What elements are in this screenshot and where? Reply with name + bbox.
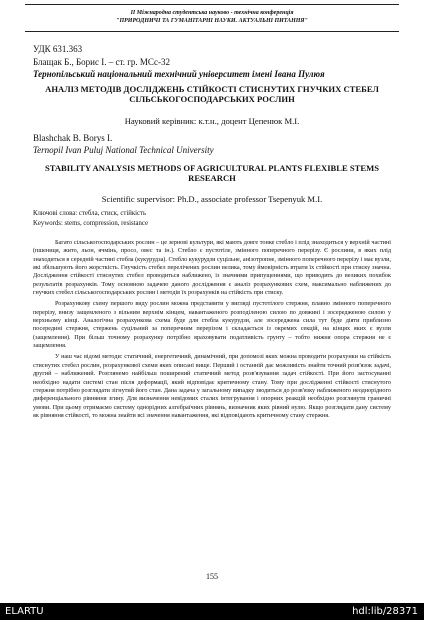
paragraph: Розрахункову схему першого виду рослин можна представити у вигляді пустотілого стержня, плавно змінного поперечного перерізу, внизу защемленого з вільним верхнім кінцем, навантаженого розподіленою силою по довжині і зосередженою силою у верхньому кінці. Аналогічна розрахункова схема буде для стебла кукурудзи, але зосереджена сила тут буде діяти приблизно посередині стержня, стержень суцільний за поперечним перерізом і складається із окремих секцій, на кінцях яких є вузли (защемлення). При більш точному розрахунку потрібно враховувати податливість грунту – тобто нижня опора стержня не є защемлення.: [33, 300, 391, 350]
institution-ukrainian: Тернопільський національний технічний університет імені Івана Пулюя: [33, 69, 325, 79]
keywords-english: Keywords: stems, compression, resistance: [33, 220, 148, 227]
supervisor-ukrainian: Науковий керівник: к.т.н., доцент Цепенюк М.І.: [124, 116, 300, 126]
title-ukrainian: АНАЛІЗ МЕТОДІВ ДОСЛІДЖЕНЬ СТІЙКОСТІ СТИСНУТИХ ГНУЧКИХ СТЕБЕЛ СІЛЬСЬКОГОСПОДАРСЬКИХ РОСЛИН: [45, 84, 379, 104]
paragraph: У наш час відомі методи: статичний, енергетичний, динамічний, при допомозі яких можна проводити розрахунки на стійкість стиснутих стебел рослин, розрахункової схеми яких описані вище. Перший і останній дає можливість знайти точний розв'язок задачі, другий – наближений. Розглянемо найбільш поширений статичний метод розв'язування задач стійкості. При його застосуванні необхідно надати системі стан після деформації, який відповідає критичному стану. Тому при дослідженні стійкості стиснутого стержня потрібно розглядати зігнутий його стан. Дана задача у загальному випадку зводиться до розв'язку наближеного неоднорідного диференціального рівняння згину. Для визначення невідомих сталих інтегрування і опорних реакцій необхідно розглянути граничні умови. При цьому отримаємо систему однорідних алгебраїчних рівнянь, визначник яких рівний нулю. Якщо розглядати дану систему як рівняння стійкості, то можна знайти всі значення навантаження, які відповідають критичному стану стержня.: [33, 353, 391, 419]
body-text: [33, 239, 391, 423]
conference-header-line2: "ПРИРОДНИЧІ ТА ГУМАНІТАРНІ НАУКИ. АКТУАЛЬНІ ПИТАННЯ": [116, 18, 308, 24]
paragraph: Багато сільськогосподарських рослин – це зернові культури, які мають довге тонке стебло і плід знаходиться у верхній частині (пшениця, жито, льон, ячмінь, просо, овес та ін.). Стебло є пустотіле, змінного поперечного перерізу. Є рослини, в яких плід знаходиться в середній частині стебла (кукурудза). Стебло кукурудзи суцільне, анізотропне, змінного поперечного перерізу і має вузли, які збільшують його жорсткість. Гнучкість стебел перелічених рослин велика, тому ймовірність втрати їх стійкості при стиску значна. Дослідження стійкості стиснутих стебел проводиться наближено, із значними припущеннями, що приводить до великих похибок результатів розрахунків. Тому основною задачею даного дослідження є аналіз розрахункових схем, максимально наближених до гнучких стебел сільськогосподарських рослин і методів їх розрахунків на стійкість при стиску.: [33, 239, 391, 297]
handle-id[interactable]: hdl:lib/28371: [352, 606, 418, 617]
page-number: 155: [206, 572, 218, 581]
authors-english: Blashchak B. Borys I.: [33, 133, 113, 143]
conference-header-line1: ІІ Міжнародна студентська науково - технічна конференція: [130, 10, 294, 16]
conference-header: [25, 4, 399, 32]
repository-name: ELARTU: [5, 606, 44, 617]
repository-footer: [0, 603, 424, 620]
institution-english: Ternopil Ivan Puluj National Technical University: [33, 145, 214, 155]
supervisor-english: Scientific supervisor: Ph.D., associate professor Tsepenyuk M.I.: [101, 194, 323, 204]
title-english: STABILITY ANALYSIS METHODS OF AGRICULTURAL PLANTS FLEXIBLE STEMS RESEARCH: [44, 163, 380, 183]
authors-ukrainian: Блащак Б., Борис І. – ст. гр. МСс-32: [33, 57, 171, 67]
udc-code: УДК 631.363: [33, 44, 83, 54]
keywords-ukrainian: Ключові слова: стебла, стиск, стійкість: [33, 210, 147, 217]
